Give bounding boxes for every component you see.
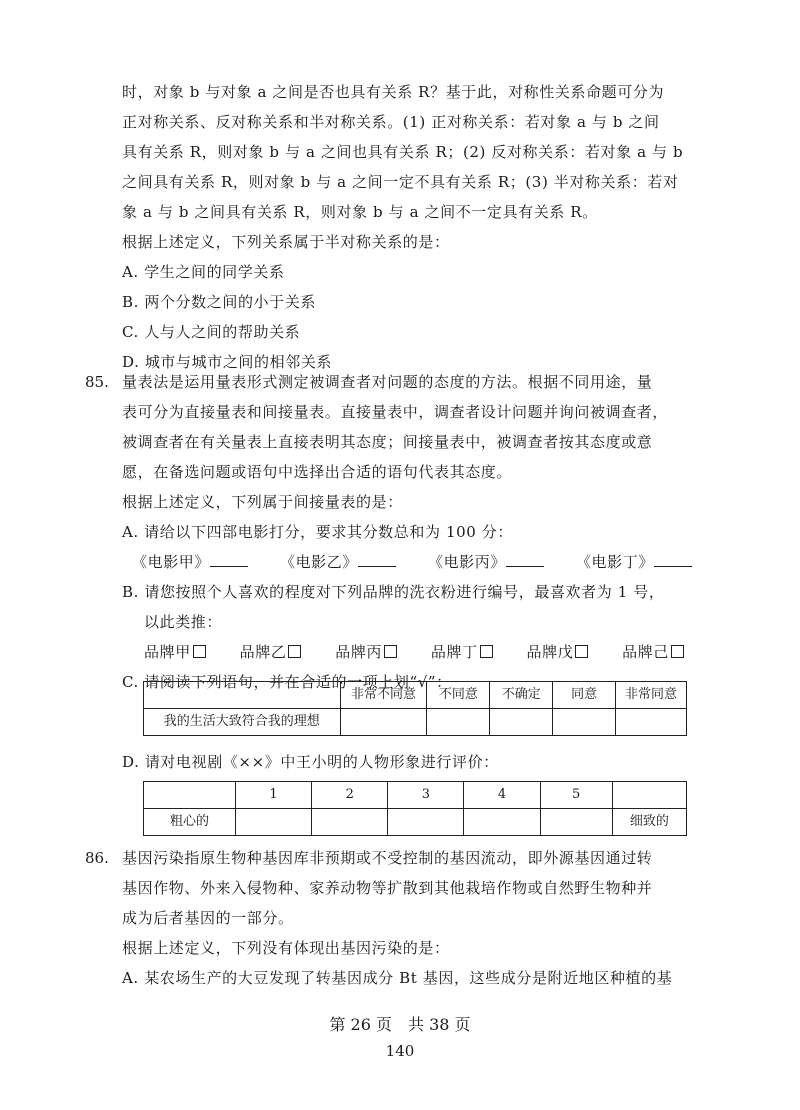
paragraph-line: 愿，在备选问题或语句中选择出合适的语句代表其态度。: [122, 463, 513, 481]
table-header-cell: 非常不同意: [340, 682, 427, 709]
table-cell: [464, 809, 540, 836]
brand-item: 品牌丁: [431, 637, 493, 667]
option-b: B. 两个分数之间的小于关系: [122, 293, 316, 311]
paragraph-line: 时，对象 b 与对象 a 之间是否也具有关系 R？基于此，对称性关系命题可分为: [122, 83, 665, 101]
table-cell: [553, 709, 616, 736]
brand-list: [122, 637, 684, 667]
question-prompt: 根据上述定义，下列关系属于半对称关系的是：: [122, 233, 450, 251]
paragraph-line: 之间具有关系 R，则对象 b 与 a 之间一定不具有关系 R；(3) 半对称关系：若对: [122, 173, 679, 191]
option-a: A. 某农场生产的大豆发现了转基因成分 Bt 基因，这些成分是附近地区种植的基: [122, 969, 673, 987]
table-cell: [490, 709, 553, 736]
movie-list: [122, 547, 692, 577]
left-label: 粗心的: [144, 809, 236, 836]
table-header-cell: 非常同意: [616, 682, 687, 709]
option-b: B. 请您按照个人喜欢的程度对下列品牌的洗衣粉进行编号，最喜欢者为 1 号，: [122, 583, 665, 601]
paragraph-line: 基因污染指原生物种基因库非预期或不受控制的基因流动，即外源基因通过转: [122, 849, 653, 867]
option-d: D. 城市与城市之间的相邻关系: [122, 353, 333, 371]
scale-header: 1: [236, 782, 312, 809]
table-cell: [388, 809, 464, 836]
checkbox-square: [193, 645, 206, 658]
q84-continuation: [122, 77, 692, 377]
table-cell: [144, 782, 236, 809]
question-number: 85.: [85, 373, 109, 391]
table-cell: [340, 709, 427, 736]
scale-header: 5: [540, 782, 612, 809]
movie-item: 《电影甲》: [132, 547, 248, 577]
option-b-continued: 以此类推：: [144, 613, 223, 631]
checkbox-square: [480, 645, 493, 658]
question-85: [85, 367, 692, 697]
question-number: 86.: [85, 849, 109, 867]
scale-header: 2: [312, 782, 388, 809]
table-cell: [612, 782, 686, 809]
page-label: 第 26 页 共 38 页: [329, 1015, 471, 1034]
question-prompt: 根据上述定义，下列没有体现出基因污染的是：: [122, 939, 450, 957]
option-a: A. 学生之间的同学关系: [122, 263, 285, 281]
table-header-row: [144, 682, 687, 709]
paragraph-line: 象 a 与 b 之间具有关系 R，则对象 b 与 a 之间不一定具有关系 R。: [122, 203, 598, 221]
brand-item: 品牌甲: [144, 637, 206, 667]
table-header-row: [144, 782, 687, 809]
table-cell: [144, 682, 341, 709]
paragraph-line: 量表法是运用量表形式测定被调查者对问题的态度的方法。根据不同用途，量: [122, 373, 653, 391]
checkbox-square: [671, 645, 684, 658]
question-prompt: 根据上述定义，下列属于间接量表的是：: [122, 493, 403, 511]
row-label: 我的生活大致符合我的理想: [144, 709, 341, 736]
checkbox-square: [384, 645, 397, 658]
table-header-cell: 同意: [553, 682, 616, 709]
blank-line: [210, 552, 248, 567]
table-cell: [540, 809, 612, 836]
paragraph-line: 具有关系 R，则对象 b 与 a 之间也具有关系 R；(2) 反对称关系：若对象 a 与 b: [122, 143, 684, 161]
checkbox-square: [288, 645, 301, 658]
table-row: [144, 709, 687, 736]
option-c: C. 请阅读下列语句，并在合适的一项上划“√”：: [122, 673, 452, 691]
table-header-cell: 不确定: [490, 682, 553, 709]
table-cell: [427, 709, 490, 736]
paragraph-line: 正对称关系、反对称关系和半对称关系。(1) 正对称关系：若对象 a 与 b 之间: [122, 113, 660, 131]
option-c: C. 人与人之间的帮助关系: [122, 323, 301, 341]
semantic-scale-table: [143, 781, 687, 836]
table-row: [144, 809, 687, 836]
table-cell: [312, 809, 388, 836]
movie-item: 《电影丁》: [576, 547, 692, 577]
paragraph-line: 表可分为直接量表和间接量表。直接量表中，调查者设计问题并询问被调查者，: [122, 403, 669, 421]
paragraph-line: 基因作物、外来入侵物种、家养动物等扩散到其他栽培作物或自然野生物种并: [122, 879, 653, 897]
table-cell: [616, 709, 687, 736]
table-cell: [236, 809, 312, 836]
paragraph-line: 成为后者基因的一部分。: [122, 909, 294, 927]
blank-line: [654, 552, 692, 567]
q85-option-d-block: [122, 747, 692, 777]
option-d: D. 请对电视剧《××》中王小明的人物形象进行评价：: [122, 753, 499, 771]
brand-item: 品牌丙: [335, 637, 397, 667]
scale-header: 4: [464, 782, 540, 809]
brand-item: 品牌戊: [527, 637, 589, 667]
blank-line: [506, 552, 544, 567]
brand-item: 品牌乙: [240, 637, 302, 667]
table-header-cell: 不同意: [427, 682, 490, 709]
blank-line: [358, 552, 396, 567]
checkbox-square: [575, 645, 588, 658]
option-a: A. 请给以下四部电影打分，要求其分数总和为 100 分：: [122, 523, 513, 541]
question-86: [85, 843, 692, 993]
page-number: 140: [385, 1042, 415, 1060]
scale-header: 3: [388, 782, 464, 809]
movie-item: 《电影丙》: [428, 547, 544, 577]
likert-table: [143, 681, 687, 736]
brand-item: 品牌己: [622, 637, 684, 667]
paragraph-line: 被调查者在有关量表上直接表明其态度；间接量表中，被调查者按其态度或意: [122, 433, 653, 451]
right-label: 细致的: [612, 809, 686, 836]
movie-item: 《电影乙》: [280, 547, 396, 577]
